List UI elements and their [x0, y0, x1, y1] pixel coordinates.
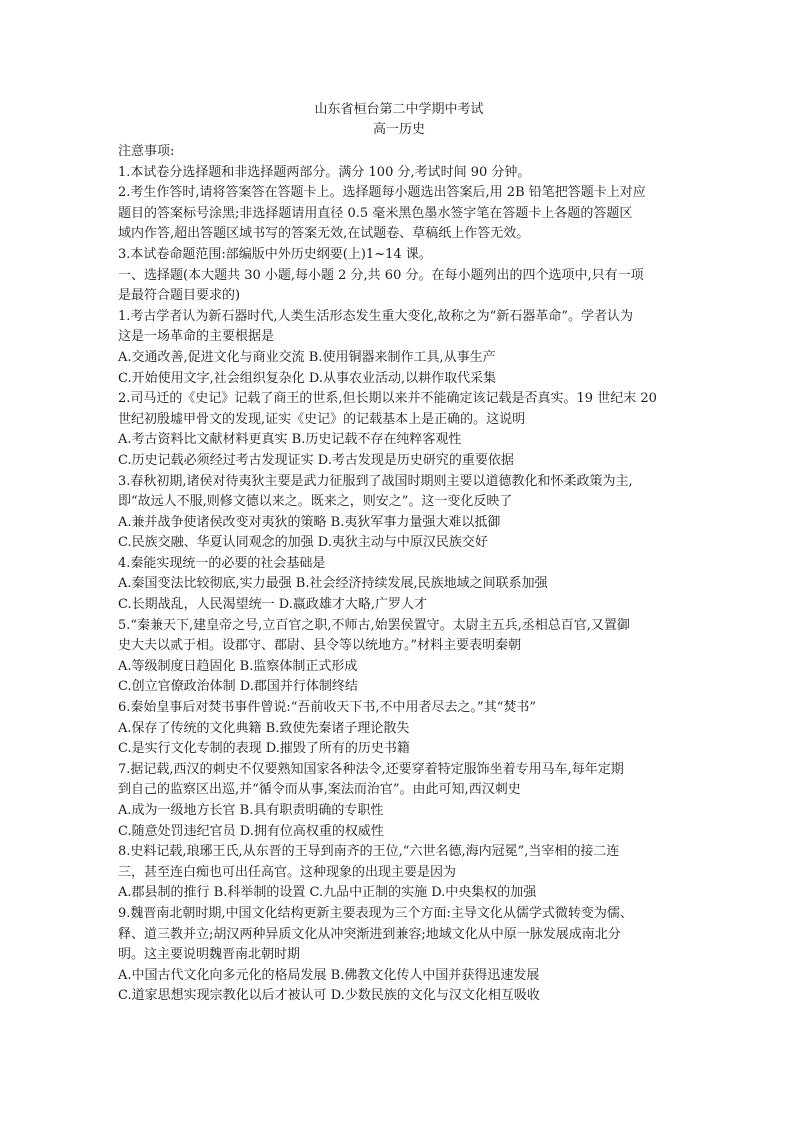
text-line: 3.春秋初期,诸侯对待夷狄主要是武力征服到了战国时期则主要以道德教化和怀柔政策为主, — [118, 473, 633, 489]
text-line: 3.本试卷命题范围:部编版中外历史纲要(上)1~14 课。 — [118, 246, 432, 262]
text-line: 释、道三教并立;胡汉两种异质文化从冲突渐进到兼容;地域文化从中原一脉发展成南北分 — [118, 926, 621, 942]
text-line: 1.本试卷分选择题和非选择题两部分。满分 100 分,考试时间 90 分钟。 — [118, 164, 531, 180]
text-line: 这是一场革命的主要根据是 — [118, 329, 275, 345]
text-line: 即“故远人不服,则修文德以来之。既来之，则安之”。这一变化反映了 — [118, 494, 513, 510]
text-line: 7.据记载,西汉的刺史不仅要熟知国家各种法令,还要穿着特定服饰坐着专用马车,每年定期 — [118, 761, 624, 777]
text-line: A.交通改善,促进文化与商业交流 B.使用铜器来制作工具,从事生产 — [118, 349, 496, 365]
exam-page — [118, 100, 680, 1007]
text-line: 世纪初殷墟甲骨文的发现,证实《史记》的记载基本上是正确的。这说明 — [118, 411, 526, 427]
text-line: 是最符合题目要求的) — [118, 288, 241, 304]
text-line: A.郡县制的推行 B.科举制的设置 C.九品中正制的实施 D.中央集权的加强 — [118, 885, 537, 901]
text-line: 域内作答,超出答题区域书写的答案无效,在试题卷、草稿纸上作答无效。 — [118, 226, 530, 242]
exam-title: 山东省桓台第二中学期中考试 — [314, 102, 484, 117]
text-line: C.是实行文化专制的表现 D.摧毁了所有的历史书籍 — [118, 741, 410, 757]
text-line: 4.秦能实现统一的必要的社会基础是 — [118, 555, 326, 571]
text-line: 一、选择题(本大题共 30 小题,每小题 2 分,共 60 分。在每小题列出的四个选项中,只有一项 — [118, 267, 644, 283]
text-line: A.兼并战争使诸侯改变对夷狄的策略 B.夷狄军事力量强大难以抵御 — [118, 514, 501, 530]
text-line: A.中国古代文化向多元化的格局发展 B.佛教文化传人中国并获得迅速发展 — [118, 967, 540, 983]
text-line: C.开始使用文字,社会组织复杂化 D.从事农业活动,以耕作取代采集 — [118, 370, 497, 386]
text-line: 8.史料记载,琅琊王氏,从东晋的王导到南齐的王位,“六世名德,海内冠冕”,当宰相的接二连 — [118, 844, 620, 860]
text-line: C.历史记载必须经过考古发现证实 D.考古发现是历史研究的重要依据 — [118, 452, 514, 468]
text-line: C.民族交融、华夏认同观念的加强 D.夷狄主动与中原汉民族交好 — [118, 535, 488, 551]
text-line: A.等级制度日趋固化 B.监察体制正式形成 — [118, 658, 358, 674]
text-line: 注意事项: — [118, 144, 175, 159]
text-line: 明。这主要说明魏晋南北朝时期 — [118, 947, 301, 963]
text-line: 史大夫以贰于相。设郡守、郡尉、县令等以统地方。”材料主要表明秦朝 — [118, 638, 522, 654]
text-line: C.随意处罚违纪官员 D.拥有位高权重的权威性 — [118, 823, 384, 839]
text-line: 6.秦始皇事后对焚书事件曾说:“吾前收天下书,不中用者尽去之。”其“焚书” — [118, 700, 536, 716]
text-line: A.考古资料比文献材料更真实 B.历史记载不存在纯粹客观性 — [118, 432, 462, 448]
text-line: C.长期战乱，人民渴望统一 D.嬴政雄才大略,广罗人才 — [118, 597, 427, 613]
text-line: C.创立官僚政治体制 D.郡国并行体制终结 — [118, 679, 358, 695]
text-line: 9.魏晋南北朝时期,中国文化结构更新主要表现为三个方面:主导文化从儒学式微转变为儒、 — [118, 905, 633, 921]
text-line: 2.司马迁的《史记》记载了商王的世系,但长期以来并不能确定该记载是否真实。19 世纪末 20 — [118, 391, 657, 407]
text-line: A.秦国变法比较彻底,实力最强 B.社会经济持续发展,民族地域之间联系加强 — [118, 576, 548, 592]
text-line: 题目的答案标号涂黑;非选择题请用直径 0.5 毫米黑色墨水签字笔在答题卡上各题的答题区 — [118, 205, 633, 221]
text-line: C.道家思想实现宗教化以后才被认可 D.少数民族的文化与汉文化相互吸收 — [118, 988, 540, 1004]
exam-subtitle: 高一历史 — [372, 122, 425, 137]
text-line: 到自己的监察区出巡,并“循令而从事,案法而治官”。由此可知,西汉刺史 — [118, 782, 521, 798]
text-line: A.保存了传统的文化典籍 B.致使先秦诸子理论散失 — [118, 720, 410, 736]
exam-body — [118, 142, 680, 1007]
text-line: 1.考古学者认为新石器时代,人类生活形态发生重大变化,故称之为“新石器革命”。学者认为 — [118, 308, 633, 324]
text-line: 2.考生作答时,请将答案答在答题卡上。选择题每小题选出答案后,用 2B 铅笔把答题卡上对应 — [118, 185, 646, 201]
text-line: 三，甚至连白痴也可出任高官。这种现象的出现主要是因为 — [118, 864, 457, 880]
text-line: A.成为一级地方长官 B.具有职责明确的专职性 — [118, 803, 384, 818]
text-line: 5.“秦兼天下,建皇帝之号,立百官之职,不师古,始罢侯置守。太尉主五兵,丞相总百官,又置御 — [118, 617, 630, 633]
